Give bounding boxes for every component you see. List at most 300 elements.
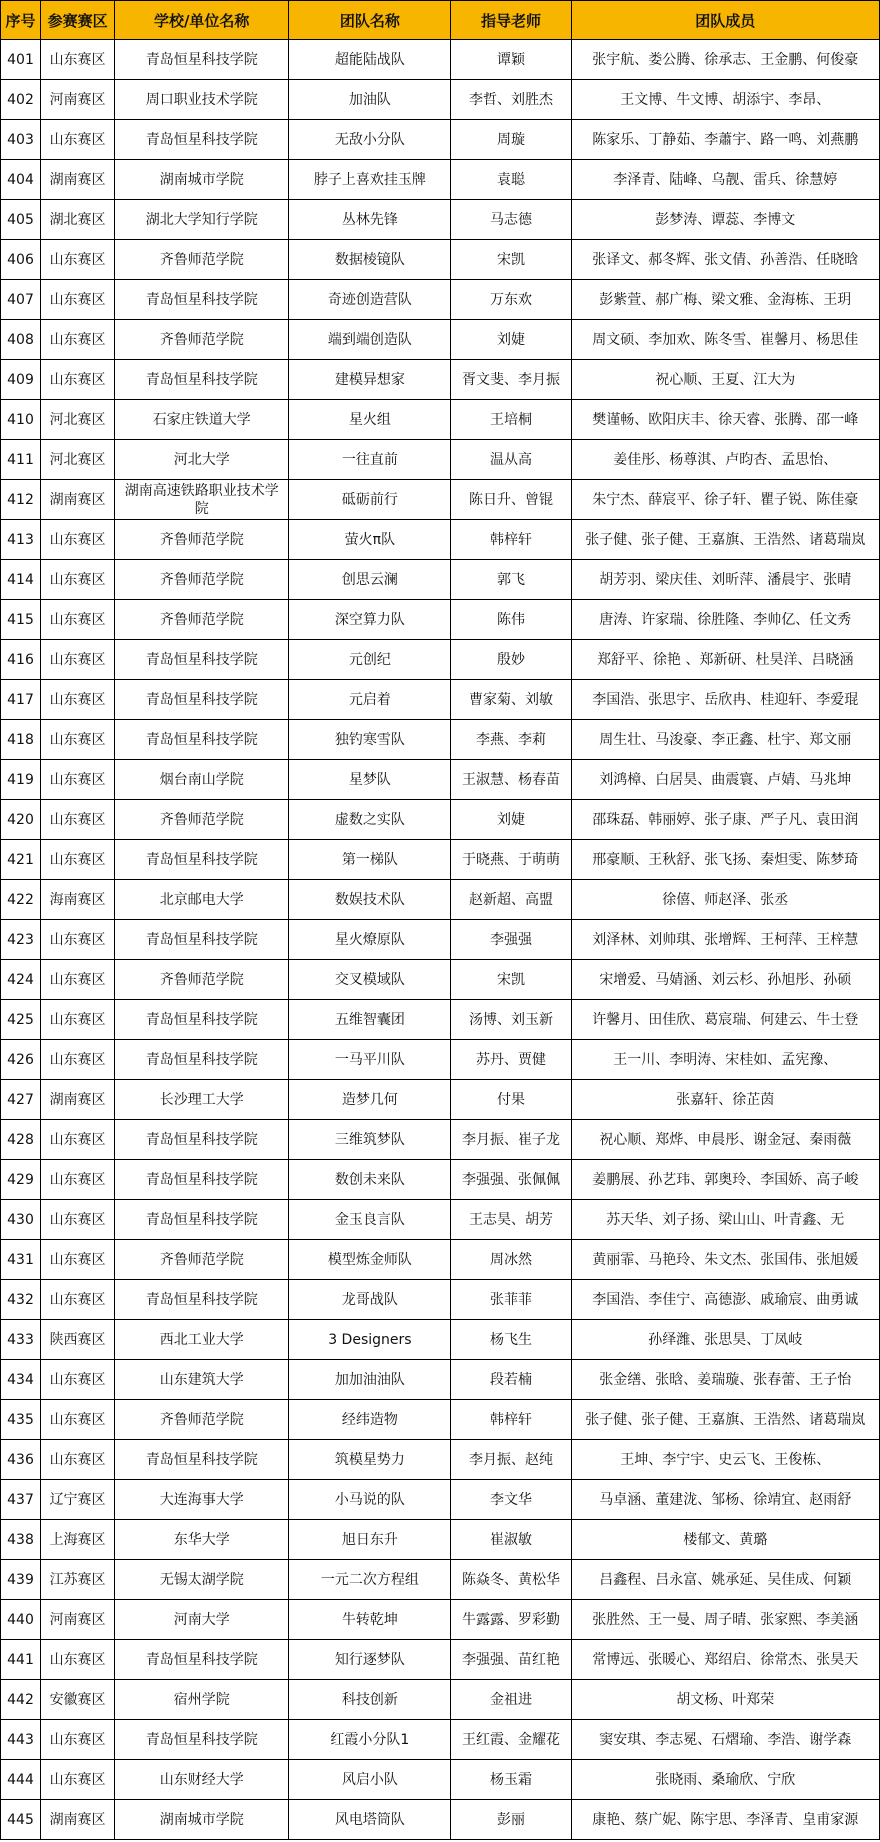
cell-school: 青岛恒星科技学院 xyxy=(115,840,289,880)
cell-team: 风电塔筒队 xyxy=(289,1800,451,1840)
cell-no: 433 xyxy=(1,1320,41,1360)
cell-team: 交叉模域队 xyxy=(289,960,451,1000)
cell-members: 彭紫萱、郝广梅、梁文雅、金海栋、王玥 xyxy=(571,280,879,320)
header-team: 团队名称 xyxy=(289,1,451,40)
cell-no: 425 xyxy=(1,1000,41,1040)
cell-no: 404 xyxy=(1,160,41,200)
cell-advisor: 温从高 xyxy=(451,440,571,480)
table-row xyxy=(1,360,880,400)
cell-advisor: 于晓燕、于萌萌 xyxy=(451,840,571,880)
cell-school: 青岛恒星科技学院 xyxy=(115,40,289,80)
cell-region: 山东赛区 xyxy=(41,560,115,600)
cell-team: 模型炼金师队 xyxy=(289,1240,451,1280)
cell-team: 数创未来队 xyxy=(289,1160,451,1200)
cell-members: 徐僖、师赵泽、张丞 xyxy=(571,880,879,920)
table-row xyxy=(1,200,880,240)
table-row xyxy=(1,240,880,280)
cell-region: 山东赛区 xyxy=(41,1160,115,1200)
cell-advisor: 李强强 xyxy=(451,920,571,960)
cell-school: 湖北大学知行学院 xyxy=(115,200,289,240)
cell-region: 山东赛区 xyxy=(41,320,115,360)
cell-advisor: 王志昊、胡芳 xyxy=(451,1200,571,1240)
cell-members: 黄丽霏、马艳玲、朱文杰、张国伟、张旭媛 xyxy=(571,1240,879,1280)
cell-no: 420 xyxy=(1,800,41,840)
table-row xyxy=(1,1160,880,1200)
cell-region: 海南赛区 xyxy=(41,880,115,920)
cell-advisor: 谭颖 xyxy=(451,40,571,80)
cell-advisor: 郭飞 xyxy=(451,560,571,600)
cell-team: 建模异想家 xyxy=(289,360,451,400)
cell-team: 无敌小分队 xyxy=(289,120,451,160)
cell-region: 山东赛区 xyxy=(41,1360,115,1400)
cell-advisor: 周璇 xyxy=(451,120,571,160)
table-row xyxy=(1,600,880,640)
cell-advisor: 马志德 xyxy=(451,200,571,240)
cell-region: 山东赛区 xyxy=(41,760,115,800)
cell-region: 山东赛区 xyxy=(41,1000,115,1040)
cell-team: 风启小队 xyxy=(289,1760,451,1800)
cell-school: 青岛恒星科技学院 xyxy=(115,360,289,400)
cell-advisor: 宋凯 xyxy=(451,240,571,280)
cell-members: 张子健、张子健、王嘉旗、王浩然、诸葛瑞岚 xyxy=(571,1400,879,1440)
cell-members: 常博远、张暖心、郑绍启、徐常杰、张昊天 xyxy=(571,1640,879,1680)
cell-region: 山东赛区 xyxy=(41,720,115,760)
table-body xyxy=(1,40,880,1840)
cell-members: 邢豪顺、王秋舒、张飞扬、秦炟雯、陈梦琦 xyxy=(571,840,879,880)
cell-no: 422 xyxy=(1,880,41,920)
cell-region: 陕西赛区 xyxy=(41,1320,115,1360)
cell-no: 434 xyxy=(1,1360,41,1400)
cell-advisor: 胥文斐、李月振 xyxy=(451,360,571,400)
cell-no: 410 xyxy=(1,400,41,440)
cell-advisor: 杨飞生 xyxy=(451,1320,571,1360)
table-row xyxy=(1,680,880,720)
cell-school: 周口职业技术学院 xyxy=(115,80,289,120)
cell-region: 山东赛区 xyxy=(41,1760,115,1800)
cell-advisor: 王淑慧、杨春苗 xyxy=(451,760,571,800)
cell-region: 江苏赛区 xyxy=(41,1560,115,1600)
cell-no: 411 xyxy=(1,440,41,480)
table-row xyxy=(1,1480,880,1520)
cell-team: 造梦几何 xyxy=(289,1080,451,1120)
cell-team: 加油队 xyxy=(289,80,451,120)
cell-school: 西北工业大学 xyxy=(115,1320,289,1360)
cell-members: 祝心顺、王夏、江大为 xyxy=(571,360,879,400)
header-school: 学校/单位名称 xyxy=(115,1,289,40)
header-no: 序号 xyxy=(1,1,41,40)
cell-members: 刘泽林、刘帅琪、张增辉、王柯萍、王梓慧 xyxy=(571,920,879,960)
cell-school: 宿州学院 xyxy=(115,1680,289,1720)
cell-advisor: 刘婕 xyxy=(451,320,571,360)
cell-no: 441 xyxy=(1,1640,41,1680)
cell-region: 山东赛区 xyxy=(41,120,115,160)
cell-region: 河南赛区 xyxy=(41,80,115,120)
cell-team: 一元二次方程组 xyxy=(289,1560,451,1600)
cell-region: 山东赛区 xyxy=(41,1240,115,1280)
cell-members: 楼郁文、黄璐 xyxy=(571,1520,879,1560)
cell-school: 青岛恒星科技学院 xyxy=(115,120,289,160)
table-row xyxy=(1,1600,880,1640)
cell-members: 张宇航、娄公腾、徐承志、王金鹏、何俊豪 xyxy=(571,40,879,80)
cell-team: 砥砺前行 xyxy=(289,480,451,520)
cell-team: 创思云澜 xyxy=(289,560,451,600)
cell-school: 石家庄铁道大学 xyxy=(115,400,289,440)
cell-region: 河南赛区 xyxy=(41,1600,115,1640)
cell-advisor: 金祖进 xyxy=(451,1680,571,1720)
cell-members: 马卓涵、董建泷、邹杨、徐靖宜、赵雨舒 xyxy=(571,1480,879,1520)
cell-advisor: 李燕、李莉 xyxy=(451,720,571,760)
cell-members: 李国浩、张思宇、岳欣冉、桂迎轩、李爱琨 xyxy=(571,680,879,720)
cell-team: 丛林先锋 xyxy=(289,200,451,240)
cell-team: 知行逐梦队 xyxy=(289,1640,451,1680)
table-row xyxy=(1,840,880,880)
table-row xyxy=(1,920,880,960)
cell-no: 436 xyxy=(1,1440,41,1480)
cell-region: 湖北赛区 xyxy=(41,200,115,240)
table-row xyxy=(1,440,880,480)
cell-no: 440 xyxy=(1,1600,41,1640)
cell-no: 412 xyxy=(1,480,41,520)
cell-no: 427 xyxy=(1,1080,41,1120)
table-row xyxy=(1,80,880,120)
cell-members: 郑舒平、徐艳 、郑新研、杜昊洋、吕晓涵 xyxy=(571,640,879,680)
cell-team: 星火组 xyxy=(289,400,451,440)
cell-region: 山东赛区 xyxy=(41,840,115,880)
cell-school: 长沙理工大学 xyxy=(115,1080,289,1120)
table-row xyxy=(1,1440,880,1480)
cell-members: 朱宁杰、薛宸平、徐子轩、瞿子锐、陈佳豪 xyxy=(571,480,879,520)
cell-school: 山东财经大学 xyxy=(115,1760,289,1800)
cell-team: 三维筑梦队 xyxy=(289,1120,451,1160)
cell-school: 青岛恒星科技学院 xyxy=(115,680,289,720)
cell-advisor: 李文华 xyxy=(451,1480,571,1520)
table-row xyxy=(1,1280,880,1320)
cell-region: 山东赛区 xyxy=(41,1120,115,1160)
cell-team: 数娱技术队 xyxy=(289,880,451,920)
cell-school: 青岛恒星科技学院 xyxy=(115,920,289,960)
table-row xyxy=(1,1360,880,1400)
cell-team: 龙哥战队 xyxy=(289,1280,451,1320)
cell-advisor: 牛露露、罗彩勤 xyxy=(451,1600,571,1640)
cell-advisor: 段若楠 xyxy=(451,1360,571,1400)
cell-region: 山东赛区 xyxy=(41,960,115,1000)
cell-no: 418 xyxy=(1,720,41,760)
cell-advisor: 杨玉霜 xyxy=(451,1760,571,1800)
cell-members: 唐涛、许家瑞、徐胜隆、李帅亿、任文秀 xyxy=(571,600,879,640)
cell-no: 435 xyxy=(1,1400,41,1440)
cell-region: 山东赛区 xyxy=(41,640,115,680)
table-row xyxy=(1,640,880,680)
cell-school: 湖南高速铁路职业技术学院 xyxy=(115,480,289,520)
cell-school: 青岛恒星科技学院 xyxy=(115,1280,289,1320)
cell-region: 河北赛区 xyxy=(41,400,115,440)
cell-region: 湖南赛区 xyxy=(41,160,115,200)
cell-school: 东华大学 xyxy=(115,1520,289,1560)
table-row xyxy=(1,1560,880,1600)
cell-advisor: 汤博、刘玉新 xyxy=(451,1000,571,1040)
cell-no: 429 xyxy=(1,1160,41,1200)
cell-region: 山东赛区 xyxy=(41,240,115,280)
cell-advisor: 王培桐 xyxy=(451,400,571,440)
cell-region: 山东赛区 xyxy=(41,520,115,560)
table-row xyxy=(1,1040,880,1080)
cell-region: 山东赛区 xyxy=(41,40,115,80)
table-header-row xyxy=(1,1,880,40)
table-row xyxy=(1,960,880,1000)
cell-no: 408 xyxy=(1,320,41,360)
table-row xyxy=(1,800,880,840)
cell-team: 星火燎原队 xyxy=(289,920,451,960)
cell-advisor: 宋凯 xyxy=(451,960,571,1000)
cell-team: 超能陆战队 xyxy=(289,40,451,80)
cell-school: 青岛恒星科技学院 xyxy=(115,1160,289,1200)
cell-school: 烟台南山学院 xyxy=(115,760,289,800)
cell-advisor: 王红霞、金耀花 xyxy=(451,1720,571,1760)
cell-team: 红霞小分队1 xyxy=(289,1720,451,1760)
cell-school: 北京邮电大学 xyxy=(115,880,289,920)
table-row xyxy=(1,1000,880,1040)
cell-members: 张嘉轩、徐芷茵 xyxy=(571,1080,879,1120)
cell-region: 山东赛区 xyxy=(41,920,115,960)
cell-region: 湖南赛区 xyxy=(41,1080,115,1120)
cell-school: 湖南城市学院 xyxy=(115,1800,289,1840)
cell-team: 一往直前 xyxy=(289,440,451,480)
cell-members: 邵珠磊、韩丽婷、张子康、严子凡、袁田润 xyxy=(571,800,879,840)
cell-region: 山东赛区 xyxy=(41,360,115,400)
cell-members: 周生壮、马浚豪、李正鑫、杜宇、郑文丽 xyxy=(571,720,879,760)
cell-no: 416 xyxy=(1,640,41,680)
cell-advisor: 万东欢 xyxy=(451,280,571,320)
cell-advisor: 李哲、刘胜杰 xyxy=(451,80,571,120)
cell-members: 宋增爱、马婧涵、刘云杉、孙旭彤、孙硕 xyxy=(571,960,879,1000)
cell-members: 彭梦涛、谭蕊、李博文 xyxy=(571,200,879,240)
cell-school: 齐鲁师范学院 xyxy=(115,520,289,560)
cell-region: 山东赛区 xyxy=(41,600,115,640)
table-row xyxy=(1,1800,880,1840)
cell-no: 428 xyxy=(1,1120,41,1160)
cell-region: 山东赛区 xyxy=(41,1040,115,1080)
cell-team: 萤火π队 xyxy=(289,520,451,560)
cell-school: 齐鲁师范学院 xyxy=(115,320,289,360)
cell-school: 河北大学 xyxy=(115,440,289,480)
cell-region: 湖南赛区 xyxy=(41,480,115,520)
cell-school: 青岛恒星科技学院 xyxy=(115,1200,289,1240)
cell-team: 经纬造物 xyxy=(289,1400,451,1440)
cell-no: 443 xyxy=(1,1720,41,1760)
cell-region: 安徽赛区 xyxy=(41,1680,115,1720)
cell-members: 张晓雨、桑瑜欣、宁欣 xyxy=(571,1760,879,1800)
cell-no: 424 xyxy=(1,960,41,1000)
cell-school: 青岛恒星科技学院 xyxy=(115,1120,289,1160)
cell-no: 405 xyxy=(1,200,41,240)
table-row xyxy=(1,1200,880,1240)
table-row xyxy=(1,520,880,560)
table-row xyxy=(1,1120,880,1160)
cell-advisor: 韩梓轩 xyxy=(451,520,571,560)
cell-members: 张胜然、王一曼、周子晴、张家熙、李美涵 xyxy=(571,1600,879,1640)
cell-team: 筑模星势力 xyxy=(289,1440,451,1480)
cell-advisor: 袁聪 xyxy=(451,160,571,200)
cell-advisor: 李月振、崔子龙 xyxy=(451,1120,571,1160)
cell-advisor: 曹家菊、刘敏 xyxy=(451,680,571,720)
cell-members: 陈家乐、丁静茹、李蕭宇、路一鸣、刘燕鹏 xyxy=(571,120,879,160)
cell-advisor: 殷妙 xyxy=(451,640,571,680)
cell-advisor: 周冰然 xyxy=(451,1240,571,1280)
cell-members: 王一川、李明涛、宋桂如、孟宪豫、 xyxy=(571,1040,879,1080)
cell-school: 青岛恒星科技学院 xyxy=(115,1040,289,1080)
cell-school: 青岛恒星科技学院 xyxy=(115,1000,289,1040)
cell-no: 432 xyxy=(1,1280,41,1320)
cell-school: 青岛恒星科技学院 xyxy=(115,280,289,320)
cell-members: 刘鸿樟、白居昊、曲震寰、卢婧、马兆坤 xyxy=(571,760,879,800)
cell-advisor: 付果 xyxy=(451,1080,571,1120)
cell-school: 齐鲁师范学院 xyxy=(115,560,289,600)
cell-members: 姜佳彤、杨尊淇、卢昀杏、孟思怡、 xyxy=(571,440,879,480)
table-row xyxy=(1,280,880,320)
cell-team: 奇迹创造营队 xyxy=(289,280,451,320)
cell-no: 439 xyxy=(1,1560,41,1600)
cell-advisor: 崔淑敏 xyxy=(451,1520,571,1560)
cell-school: 青岛恒星科技学院 xyxy=(115,640,289,680)
cell-region: 山东赛区 xyxy=(41,1640,115,1680)
cell-no: 419 xyxy=(1,760,41,800)
cell-no: 409 xyxy=(1,360,41,400)
cell-members: 李泽青、陆峰、乌靓、雷兵、徐慧婷 xyxy=(571,160,879,200)
cell-advisor: 刘婕 xyxy=(451,800,571,840)
cell-no: 442 xyxy=(1,1680,41,1720)
cell-members: 胡文杨、叶郑荣 xyxy=(571,1680,879,1720)
header-region: 参赛赛区 xyxy=(41,1,115,40)
cell-team: 端到端创造队 xyxy=(289,320,451,360)
cell-school: 青岛恒星科技学院 xyxy=(115,720,289,760)
cell-no: 406 xyxy=(1,240,41,280)
cell-members: 吕鑫程、吕永富、姚承延、吴佳成、何颖 xyxy=(571,1560,879,1600)
table-row xyxy=(1,400,880,440)
table-row xyxy=(1,1720,880,1760)
cell-team: 第一梯队 xyxy=(289,840,451,880)
table-row xyxy=(1,160,880,200)
cell-no: 403 xyxy=(1,120,41,160)
cell-members: 周文硕、李加欢、陈冬雪、崔馨月、杨思佳 xyxy=(571,320,879,360)
cell-school: 青岛恒星科技学院 xyxy=(115,1720,289,1760)
cell-no: 407 xyxy=(1,280,41,320)
cell-region: 山东赛区 xyxy=(41,1400,115,1440)
cell-team: 元创纪 xyxy=(289,640,451,680)
cell-no: 430 xyxy=(1,1200,41,1240)
cell-members: 祝心顺、郑烨、申晨彤、谢金冠、秦雨薇 xyxy=(571,1120,879,1160)
cell-advisor: 赵新超、高盟 xyxy=(451,880,571,920)
cell-region: 山东赛区 xyxy=(41,1720,115,1760)
cell-region: 山东赛区 xyxy=(41,1200,115,1240)
table-row xyxy=(1,1080,880,1120)
table-row xyxy=(1,1680,880,1720)
cell-region: 山东赛区 xyxy=(41,280,115,320)
cell-no: 437 xyxy=(1,1480,41,1520)
table-row xyxy=(1,40,880,80)
cell-advisor: 韩梓轩 xyxy=(451,1400,571,1440)
cell-school: 齐鲁师范学院 xyxy=(115,1240,289,1280)
cell-members: 张子健、张子健、王嘉旗、王浩然、诸葛瑞岚 xyxy=(571,520,879,560)
cell-school: 齐鲁师范学院 xyxy=(115,1400,289,1440)
cell-no: 402 xyxy=(1,80,41,120)
cell-school: 齐鲁师范学院 xyxy=(115,800,289,840)
table-row xyxy=(1,760,880,800)
table-row xyxy=(1,1320,880,1360)
cell-team: 科技创新 xyxy=(289,1680,451,1720)
cell-no: 444 xyxy=(1,1760,41,1800)
cell-members: 张译文、郝冬辉、张文倩、孙善浩、任晓晗 xyxy=(571,240,879,280)
cell-team: 脖子上喜欢挂玉牌 xyxy=(289,160,451,200)
table-row xyxy=(1,1760,880,1800)
cell-team: 星梦队 xyxy=(289,760,451,800)
header-advisor: 指导老师 xyxy=(451,1,571,40)
cell-no: 417 xyxy=(1,680,41,720)
cell-school: 山东建筑大学 xyxy=(115,1360,289,1400)
cell-region: 山东赛区 xyxy=(41,1440,115,1480)
cell-members: 王坤、李宁宇、史云飞、王俊栋、 xyxy=(571,1440,879,1480)
cell-region: 山东赛区 xyxy=(41,800,115,840)
cell-school: 青岛恒星科技学院 xyxy=(115,1640,289,1680)
cell-team: 五维智囊团 xyxy=(289,1000,451,1040)
cell-team: 旭日东升 xyxy=(289,1520,451,1560)
cell-advisor: 李强强、张佩佩 xyxy=(451,1160,571,1200)
table-row xyxy=(1,1400,880,1440)
cell-members: 窦安琪、李志冕、石熠瑜、李浩、谢学森 xyxy=(571,1720,879,1760)
cell-region: 辽宁赛区 xyxy=(41,1480,115,1520)
cell-advisor: 陈伟 xyxy=(451,600,571,640)
table-row xyxy=(1,480,880,520)
cell-team: 深空算力队 xyxy=(289,600,451,640)
cell-team: 虚数之实队 xyxy=(289,800,451,840)
table-row xyxy=(1,1640,880,1680)
cell-members: 樊谨畅、欧阳庆丰、徐天睿、张腾、邵一峰 xyxy=(571,400,879,440)
cell-school: 齐鲁师范学院 xyxy=(115,240,289,280)
table-row xyxy=(1,1520,880,1560)
cell-no: 438 xyxy=(1,1520,41,1560)
cell-team: 3 Designers xyxy=(289,1320,451,1360)
table-row xyxy=(1,320,880,360)
table-row xyxy=(1,720,880,760)
cell-members: 许馨月、田佳欣、葛宸瑞、何建云、牛士登 xyxy=(571,1000,879,1040)
cell-school: 无锡太湖学院 xyxy=(115,1560,289,1600)
cell-members: 孙绎潍、张思昊、丁凤岐 xyxy=(571,1320,879,1360)
cell-advisor: 张菲菲 xyxy=(451,1280,571,1320)
cell-no: 401 xyxy=(1,40,41,80)
cell-team: 牛转乾坤 xyxy=(289,1600,451,1640)
cell-members: 姜鹏展、孙艺玮、郭奥玲、李国娇、高子峻 xyxy=(571,1160,879,1200)
header-members: 团队成员 xyxy=(571,1,879,40)
cell-region: 山东赛区 xyxy=(41,1280,115,1320)
cell-advisor: 苏丹、贾健 xyxy=(451,1040,571,1080)
cell-members: 康艳、蔡广妮、陈宇思、李泽青、皇甫家源 xyxy=(571,1800,879,1840)
table-row xyxy=(1,560,880,600)
cell-region: 湖南赛区 xyxy=(41,1800,115,1840)
cell-advisor: 陈焱冬、黄松华 xyxy=(451,1560,571,1600)
cell-school: 齐鲁师范学院 xyxy=(115,960,289,1000)
cell-no: 426 xyxy=(1,1040,41,1080)
table-row xyxy=(1,880,880,920)
cell-no: 423 xyxy=(1,920,41,960)
cell-members: 李国浩、李佳宁、高德澎、戚瑜宸、曲勇诚 xyxy=(571,1280,879,1320)
cell-advisor: 彭丽 xyxy=(451,1800,571,1840)
cell-region: 河北赛区 xyxy=(41,440,115,480)
cell-advisor: 陈日升、曾锟 xyxy=(451,480,571,520)
cell-advisor: 李月振、赵纯 xyxy=(451,1440,571,1480)
cell-advisor: 李强强、苗红艳 xyxy=(451,1640,571,1680)
cell-school: 河南大学 xyxy=(115,1600,289,1640)
cell-members: 苏天华、刘子扬、梁山山、叶青鑫、无 xyxy=(571,1200,879,1240)
cell-no: 445 xyxy=(1,1800,41,1840)
